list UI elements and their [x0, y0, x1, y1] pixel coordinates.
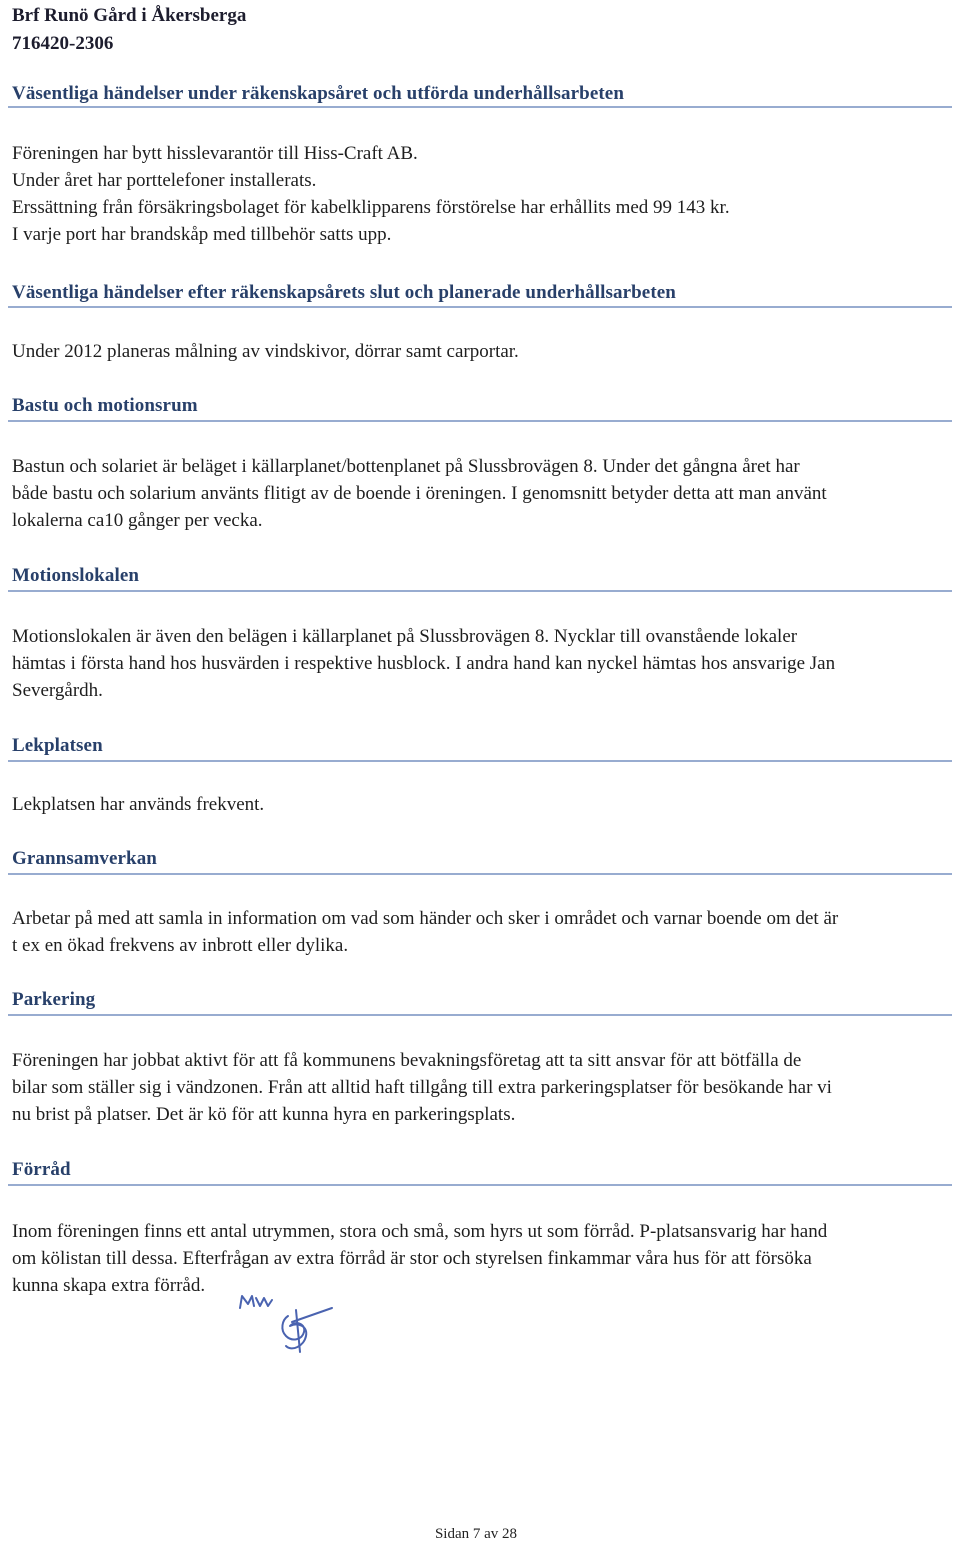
- section-rule: [8, 873, 952, 875]
- text-line: Föreningen har jobbat aktivt för att få kommunens bevakningsföretag att ta sitt ansvar för att bötfälla de: [12, 1050, 802, 1071]
- text-line: Arbetar på med att samla in information om vad som händer och sker i området och varnar boende om det är: [12, 908, 839, 929]
- section-rule: [8, 590, 952, 592]
- section-rule: [8, 106, 952, 108]
- section-rule: [8, 420, 952, 422]
- text-line: om kölistan till dessa. Efterfrågan av extra förråd är stor och styrelsen finkammar våra hus för att försöka: [12, 1248, 812, 1269]
- text-line: I varje port har brandskåp med tillbehör satts upp.: [12, 224, 392, 245]
- section-rule: [8, 306, 952, 308]
- text-line: hämtas i första hand hos husvärden i respektive husblock. I andra hand kan nyckel hämtas hos ansvarige Jan: [12, 653, 836, 674]
- text-line: t ex en ökad frekvens av inbrott eller dylika.: [12, 935, 349, 956]
- text-line: både bastu och solarium använts flitigt av de boende i öreningen. I genomsnitt betyder detta att man använt: [12, 483, 827, 504]
- text-line: kunna skapa extra förråd.: [12, 1275, 206, 1296]
- paragraph-events-after-year: [12, 338, 519, 365]
- paragraph-gym: [12, 623, 835, 704]
- heading-neighbourhood-watch: Grannsamverkan: [12, 848, 157, 869]
- section-rule: [8, 1014, 952, 1016]
- handwritten-initials: [236, 1286, 346, 1366]
- text-line: lokalerna ca10 gånger per vecka.: [12, 510, 263, 531]
- section-rule: [8, 1184, 952, 1186]
- section-rule: [8, 760, 952, 762]
- paragraph-neighbourhood-watch: [12, 905, 838, 959]
- paragraph-sauna: [12, 453, 827, 534]
- heading-playground: Lekplatsen: [12, 735, 103, 756]
- text-line: Under 2012 planeras målning av vindskivor, dörrar samt carportar.: [12, 341, 519, 362]
- page-number: Sidan 7 av 28: [434, 1526, 518, 1542]
- text-line: bilar som ställer sig i vändzonen. Från att alltid haft tillgång till extra parkeringsplatser för besökande har vi: [12, 1077, 832, 1098]
- heading-events-after-year: Väsentliga händelser efter räkenskapsårets slut och planerade underhållsarbeten: [12, 282, 676, 303]
- paragraph-storage: [12, 1218, 827, 1299]
- paragraph-parking: [12, 1047, 832, 1128]
- text-line: Lekplatsen har används frekvent.: [12, 794, 265, 815]
- text-line: Inom föreningen finns ett antal utrymmen, stora och små, som hyrs ut som förråd. P-platsansvarig har hand: [12, 1221, 828, 1242]
- organization-name: Brf Runö Gård i Åkersberga: [12, 5, 247, 26]
- heading-storage: Förråd: [12, 1159, 71, 1180]
- paragraph-playground: [12, 791, 264, 818]
- text-line: Under året har porttelefoner installerats.: [12, 170, 317, 191]
- text-line: Motionslokalen är även den belägen i källarplanet på Slussbrovägen 8. Nycklar till ovanstående lokaler: [12, 626, 798, 647]
- text-line: Föreningen har bytt hisslevarantör till Hiss-Craft AB.: [12, 143, 418, 164]
- heading-gym: Motionslokalen: [12, 565, 140, 586]
- heading-parking: Parkering: [12, 989, 96, 1010]
- heading-events-during-year: Väsentliga händelser under räkenskapsåret och utförda underhållsarbeten: [12, 83, 624, 104]
- text-line: nu brist på platser. Det är kö för att kunna hyra en parkeringsplats.: [12, 1104, 516, 1125]
- organization-number: 716420-2306: [12, 33, 114, 54]
- text-line: Bastun och solariet är beläget i källarplanet/bottenplanet på Slussbrovägen 8. Under det gångna året har: [12, 456, 800, 477]
- text-line: Severgårdh.: [12, 680, 103, 701]
- paragraph-events-during-year: [12, 140, 730, 248]
- text-line: Erssättning från försäkringsbolaget för kabelklipparens förstörelse har erhållits med 99 143 kr.: [12, 197, 730, 218]
- heading-sauna: Bastu och motionsrum: [12, 395, 198, 416]
